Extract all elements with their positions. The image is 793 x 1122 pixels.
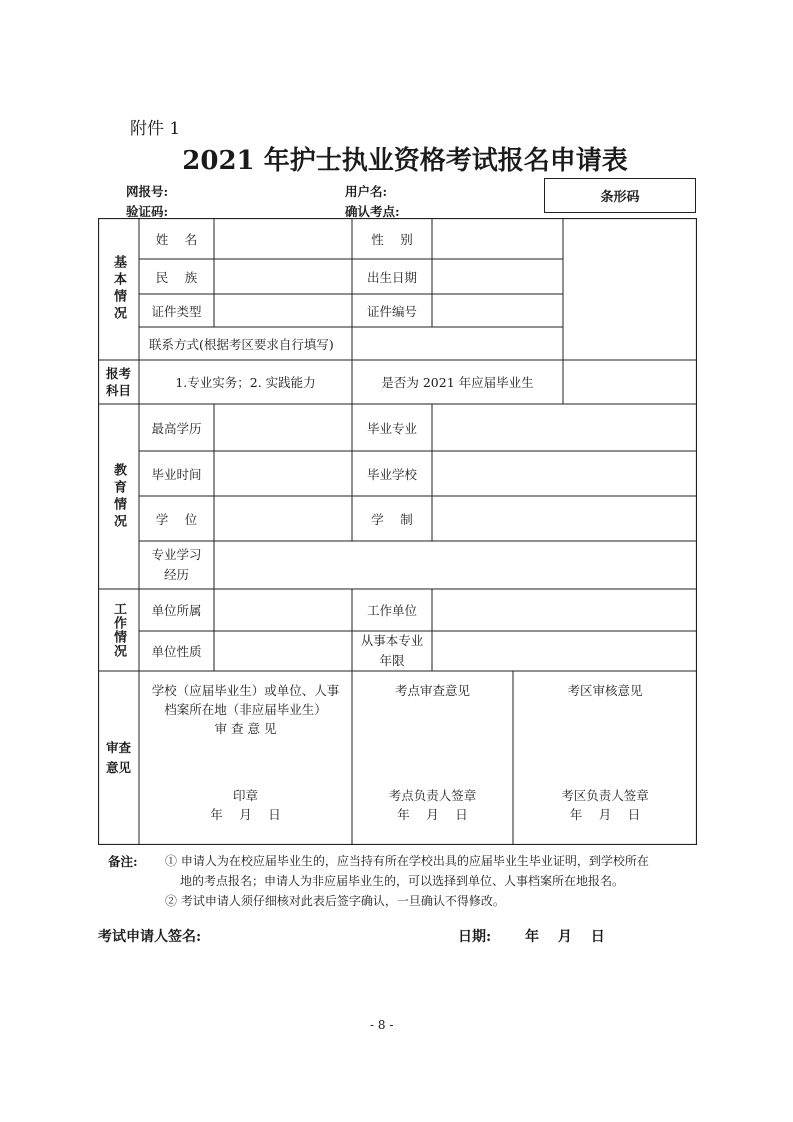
note-1-line-1: ① 申请人为在校应届毕业生的，应当持有所在学校出具的应届毕业生毕业证明，到学校所在 bbox=[165, 854, 649, 868]
attachment-label: 附件 1 bbox=[130, 119, 181, 139]
review-site-title: 考点审查意见 bbox=[394, 683, 470, 698]
label-birthdate: 出生日期 bbox=[366, 269, 417, 285]
label-id-number: 证件编号 bbox=[366, 303, 417, 319]
label-study-history-line2: 经历 bbox=[163, 567, 189, 582]
section-basic bbox=[98, 218, 139, 360]
label-years-line2: 年限 bbox=[379, 653, 405, 668]
review-district-date: 年 月 日 bbox=[569, 807, 641, 822]
field-birthdate[interactable] bbox=[432, 259, 563, 294]
label-degree: 学 位 bbox=[155, 511, 198, 527]
label-name: 姓 名 bbox=[155, 231, 198, 247]
page-number: - 8 - bbox=[370, 1018, 394, 1032]
field-id-number[interactable] bbox=[432, 294, 563, 327]
net-reg-no-label: 网报号: bbox=[126, 184, 169, 199]
review-site-signer: 考点负责人签章 bbox=[388, 788, 477, 803]
section-basic-label: 基本情况 bbox=[111, 255, 126, 323]
username-label: 用户名: bbox=[345, 184, 388, 199]
confirm-site-label: 确认考点: bbox=[345, 204, 400, 219]
barcode-box bbox=[544, 178, 696, 213]
review-school bbox=[139, 671, 352, 845]
date-fields: 年 月 日 bbox=[525, 929, 605, 945]
field-gender[interactable] bbox=[432, 218, 563, 259]
field-ethnicity[interactable] bbox=[214, 259, 352, 294]
field-employer[interactable] bbox=[432, 589, 697, 631]
review-district-signer: 考区负责人签章 bbox=[561, 788, 649, 803]
section-work-label: 工作情况 bbox=[111, 602, 126, 658]
label-study-history bbox=[139, 541, 214, 589]
application-form-table bbox=[98, 218, 697, 845]
notes-label: 备注: bbox=[108, 854, 138, 869]
photo-area bbox=[563, 218, 697, 360]
barcode-label: 条形码 bbox=[600, 190, 640, 205]
section-subject-label: 报考科目 bbox=[105, 366, 131, 398]
field-major[interactable] bbox=[432, 404, 697, 451]
label-id-type: 证件类型 bbox=[151, 303, 202, 319]
field-employer-type[interactable] bbox=[214, 631, 352, 671]
section-review bbox=[98, 671, 139, 845]
review-school-line2: 档案所在地（非应届毕业生） bbox=[164, 702, 327, 717]
field-fresh-grad[interactable] bbox=[563, 360, 697, 404]
section-education-label: 教育情况 bbox=[111, 462, 126, 531]
label-grad-school: 毕业学校 bbox=[366, 466, 417, 482]
section-subject bbox=[98, 360, 139, 404]
field-study-history[interactable] bbox=[214, 541, 697, 589]
applicant-signature-label: 考试申请人签名: bbox=[98, 929, 202, 945]
field-schooling[interactable] bbox=[432, 496, 697, 541]
field-employer-belong[interactable] bbox=[214, 589, 352, 631]
label-years-line1: 从事本专业 bbox=[360, 633, 424, 648]
field-highest-degree[interactable] bbox=[214, 404, 352, 451]
label-gender: 性 别 bbox=[371, 231, 413, 247]
review-school-seal: 印章 bbox=[232, 788, 258, 803]
label-years bbox=[352, 631, 432, 671]
label-study-history-line1: 专业学习 bbox=[151, 547, 202, 562]
label-highest-degree: 最高学历 bbox=[151, 420, 202, 436]
label-schooling: 学 制 bbox=[371, 511, 413, 527]
page-title: 2021 年护士执业资格考试报名申请表 bbox=[182, 146, 628, 176]
label-employer: 工作单位 bbox=[366, 603, 417, 618]
label-ethnicity: 民 族 bbox=[155, 269, 198, 285]
field-degree[interactable] bbox=[214, 496, 352, 541]
review-school-line1: 学校（应届毕业生）或单位、人事 bbox=[151, 683, 340, 698]
review-school-line3: 审 查 意 见 bbox=[214, 721, 277, 736]
section-review-label: 审查意见 bbox=[105, 740, 131, 775]
section-work bbox=[98, 589, 139, 671]
fresh-grad-question: 是否为 2021 年应届毕业生 bbox=[381, 375, 534, 390]
section-education bbox=[98, 404, 139, 589]
field-name[interactable] bbox=[214, 218, 352, 259]
subject-options: 1.专业实务；2. 实践能力 bbox=[175, 375, 316, 390]
date-label: 日期: bbox=[458, 929, 492, 945]
label-employer-type: 单位性质 bbox=[151, 644, 202, 659]
label-employer-belong: 单位所属 bbox=[151, 603, 202, 618]
label-major: 毕业专业 bbox=[366, 420, 417, 436]
field-contact[interactable] bbox=[352, 327, 563, 360]
field-years[interactable] bbox=[432, 631, 697, 671]
review-site-date: 年 月 日 bbox=[397, 807, 468, 822]
field-grad-school[interactable] bbox=[432, 451, 697, 496]
verify-code-label: 验证码: bbox=[126, 204, 169, 219]
label-grad-time: 毕业时间 bbox=[151, 466, 202, 482]
field-grad-time[interactable] bbox=[214, 451, 352, 496]
note-1-line-2: 地的考点报名；申请人为非应届毕业生的，可以选择到单位、人事档案所在地报名。 bbox=[180, 874, 625, 888]
note-2: ② 考试申请人须仔细核对此表后签字确认，一旦确认不得修改。 bbox=[165, 894, 505, 908]
review-site bbox=[352, 671, 513, 845]
review-school-date: 年 月 日 bbox=[210, 807, 281, 822]
review-district bbox=[513, 671, 697, 845]
field-id-type[interactable] bbox=[214, 294, 352, 327]
label-contact: 联系方式(根据考区要求自行填写) bbox=[149, 336, 334, 352]
review-district-title: 考区审核意见 bbox=[567, 683, 643, 698]
